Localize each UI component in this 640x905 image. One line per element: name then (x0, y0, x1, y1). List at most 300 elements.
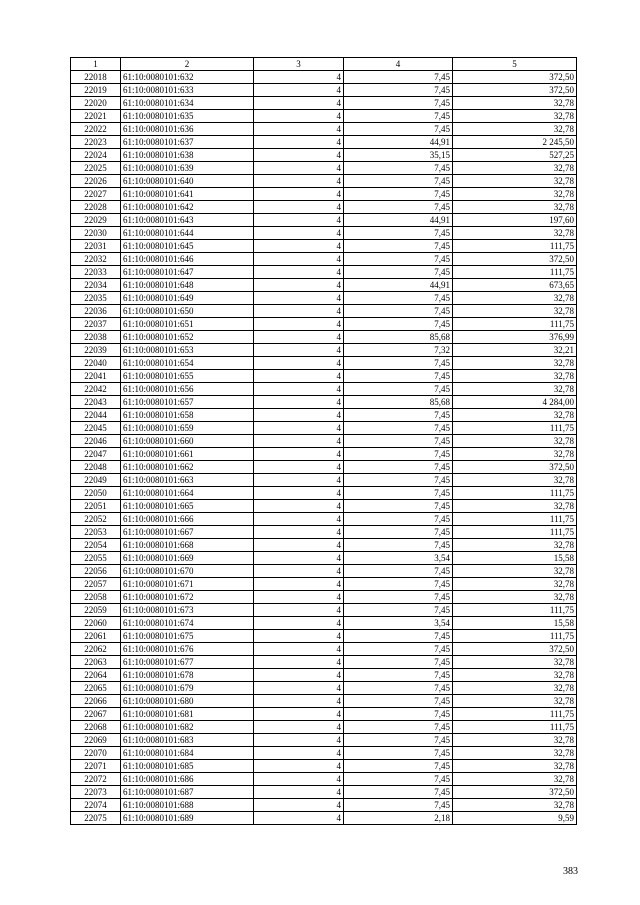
column-5-cell: 111,75 (453, 630, 577, 643)
column-5-cell: 372,50 (453, 461, 577, 474)
row-number-cell: 22051 (71, 500, 121, 513)
cadastral-number-cell: 61:10:0080101:687 (121, 786, 254, 799)
column-4-cell: 7,45 (344, 747, 453, 760)
row-number-cell: 22068 (71, 721, 121, 734)
column-4-cell: 7,45 (344, 448, 453, 461)
cadastral-number-cell: 61:10:0080101:655 (121, 370, 254, 383)
row-number-cell: 22063 (71, 656, 121, 669)
column-4-cell: 7,45 (344, 318, 453, 331)
column-3-cell: 4 (254, 227, 344, 240)
column-4-cell: 7,45 (344, 357, 453, 370)
column-3-cell: 4 (254, 487, 344, 500)
column-3-cell: 4 (254, 266, 344, 279)
row-number-cell: 22053 (71, 526, 121, 539)
table-row (71, 318, 577, 331)
column-3-cell: 4 (254, 474, 344, 487)
row-number-cell: 22049 (71, 474, 121, 487)
column-5-cell: 32,78 (453, 656, 577, 669)
table-row (71, 383, 577, 396)
column-3-cell: 4 (254, 97, 344, 110)
column-5-cell: 673,65 (453, 279, 577, 292)
column-3-cell: 4 (254, 448, 344, 461)
column-4-cell: 7,45 (344, 682, 453, 695)
column-3-cell: 4 (254, 604, 344, 617)
table-row (71, 565, 577, 578)
table-row (71, 695, 577, 708)
row-number-cell: 22024 (71, 149, 121, 162)
column-4-cell: 7,45 (344, 227, 453, 240)
column-4-cell: 7,45 (344, 513, 453, 526)
cadastral-number-cell: 61:10:0080101:640 (121, 175, 254, 188)
row-number-cell: 22033 (71, 266, 121, 279)
column-4-cell: 7,45 (344, 474, 453, 487)
column-4-cell: 7,32 (344, 344, 453, 357)
cadastral-number-cell: 61:10:0080101:648 (121, 279, 254, 292)
column-5-cell: 111,75 (453, 318, 577, 331)
column-4-cell: 7,45 (344, 526, 453, 539)
table-row (71, 591, 577, 604)
column-5-cell: 32,78 (453, 474, 577, 487)
column-5-cell: 32,78 (453, 97, 577, 110)
table-row (71, 539, 577, 552)
table-row (71, 630, 577, 643)
column-header-1: 1 (71, 58, 121, 71)
column-3-cell: 4 (254, 240, 344, 253)
column-3-cell: 4 (254, 292, 344, 305)
column-5-cell: 372,50 (453, 84, 577, 97)
column-4-cell: 7,45 (344, 630, 453, 643)
cadastral-number-cell: 61:10:0080101:644 (121, 227, 254, 240)
column-3-cell: 4 (254, 396, 344, 409)
cadastral-number-cell: 61:10:0080101:658 (121, 409, 254, 422)
column-5-cell: 32,78 (453, 292, 577, 305)
column-5-cell: 527,25 (453, 149, 577, 162)
column-4-cell: 7,45 (344, 591, 453, 604)
table-row (71, 214, 577, 227)
row-number-cell: 22020 (71, 97, 121, 110)
row-number-cell: 22037 (71, 318, 121, 331)
column-3-cell: 4 (254, 565, 344, 578)
table-row (71, 71, 577, 84)
column-5-cell: 4 284,00 (453, 396, 577, 409)
row-number-cell: 22070 (71, 747, 121, 760)
header-row (71, 58, 577, 71)
table-row (71, 708, 577, 721)
column-3-cell: 4 (254, 422, 344, 435)
row-number-cell: 22048 (71, 461, 121, 474)
cadastral-number-cell: 61:10:0080101:681 (121, 708, 254, 721)
column-5-cell: 111,75 (453, 487, 577, 500)
table-row (71, 578, 577, 591)
column-5-cell: 32,78 (453, 188, 577, 201)
column-5-cell: 32,78 (453, 175, 577, 188)
column-5-cell: 111,75 (453, 513, 577, 526)
column-5-cell: 9,59 (453, 812, 577, 825)
column-5-cell: 32,78 (453, 162, 577, 175)
table-row (71, 97, 577, 110)
column-3-cell: 4 (254, 812, 344, 825)
row-number-cell: 22065 (71, 682, 121, 695)
column-4-cell: 7,45 (344, 292, 453, 305)
row-number-cell: 22039 (71, 344, 121, 357)
cadastral-number-cell: 61:10:0080101:671 (121, 578, 254, 591)
column-3-cell: 4 (254, 123, 344, 136)
page-number: 383 (563, 866, 578, 877)
cadastral-number-cell: 61:10:0080101:683 (121, 734, 254, 747)
column-4-cell: 7,45 (344, 695, 453, 708)
row-number-cell: 22045 (71, 422, 121, 435)
cadastral-number-cell: 61:10:0080101:645 (121, 240, 254, 253)
cadastral-number-cell: 61:10:0080101:659 (121, 422, 254, 435)
cadastral-number-cell: 61:10:0080101:647 (121, 266, 254, 279)
column-5-cell: 111,75 (453, 526, 577, 539)
column-3-cell: 4 (254, 461, 344, 474)
cadastral-number-cell: 61:10:0080101:669 (121, 552, 254, 565)
cadastral-number-cell: 61:10:0080101:673 (121, 604, 254, 617)
row-number-cell: 22075 (71, 812, 121, 825)
row-number-cell: 22069 (71, 734, 121, 747)
column-4-cell: 7,45 (344, 110, 453, 123)
cadastral-number-cell: 61:10:0080101:651 (121, 318, 254, 331)
row-number-cell: 22060 (71, 617, 121, 630)
row-number-cell: 22019 (71, 84, 121, 97)
column-3-cell: 4 (254, 799, 344, 812)
row-number-cell: 22064 (71, 669, 121, 682)
column-header-4: 4 (344, 58, 453, 71)
cadastral-number-cell: 61:10:0080101:635 (121, 110, 254, 123)
table-row (71, 812, 577, 825)
cadastral-number-cell: 61:10:0080101:663 (121, 474, 254, 487)
row-number-cell: 22062 (71, 643, 121, 656)
cadastral-number-cell: 61:10:0080101:668 (121, 539, 254, 552)
column-5-cell: 32,78 (453, 370, 577, 383)
table-row (71, 292, 577, 305)
table-row (71, 136, 577, 149)
column-4-cell: 7,45 (344, 721, 453, 734)
cadastral-number-cell: 61:10:0080101:667 (121, 526, 254, 539)
table-row (71, 188, 577, 201)
column-5-cell: 32,78 (453, 110, 577, 123)
column-4-cell: 7,45 (344, 734, 453, 747)
cadastral-number-cell: 61:10:0080101:657 (121, 396, 254, 409)
table-row (71, 409, 577, 422)
column-3-cell: 4 (254, 552, 344, 565)
table-row (71, 682, 577, 695)
column-3-cell: 4 (254, 435, 344, 448)
column-5-cell: 32,78 (453, 305, 577, 318)
table-row (71, 279, 577, 292)
cadastral-number-cell: 61:10:0080101:676 (121, 643, 254, 656)
row-number-cell: 22061 (71, 630, 121, 643)
column-3-cell: 4 (254, 526, 344, 539)
column-4-cell: 44,91 (344, 214, 453, 227)
table-row (71, 734, 577, 747)
row-number-cell: 22046 (71, 435, 121, 448)
cadastral-number-cell: 61:10:0080101:686 (121, 773, 254, 786)
table-row (71, 604, 577, 617)
row-number-cell: 22038 (71, 331, 121, 344)
table-row (71, 84, 577, 97)
column-3-cell: 4 (254, 344, 344, 357)
row-number-cell: 22027 (71, 188, 121, 201)
column-5-cell: 372,50 (453, 643, 577, 656)
column-4-cell: 7,45 (344, 578, 453, 591)
cadastral-number-cell: 61:10:0080101:688 (121, 799, 254, 812)
column-3-cell: 4 (254, 617, 344, 630)
column-3-cell: 4 (254, 279, 344, 292)
column-4-cell: 7,45 (344, 123, 453, 136)
row-number-cell: 22018 (71, 71, 121, 84)
column-5-cell: 111,75 (453, 422, 577, 435)
column-3-cell: 4 (254, 539, 344, 552)
table-row (71, 656, 577, 669)
column-4-cell: 35,15 (344, 149, 453, 162)
column-4-cell: 7,45 (344, 656, 453, 669)
column-5-cell: 372,50 (453, 786, 577, 799)
row-number-cell: 22029 (71, 214, 121, 227)
cadastral-number-cell: 61:10:0080101:652 (121, 331, 254, 344)
column-5-cell: 32,78 (453, 799, 577, 812)
table-row (71, 643, 577, 656)
row-number-cell: 22054 (71, 539, 121, 552)
cadastral-number-cell: 61:10:0080101:638 (121, 149, 254, 162)
column-header-2: 2 (121, 58, 254, 71)
table-row (71, 227, 577, 240)
column-3-cell: 4 (254, 695, 344, 708)
table-row (71, 500, 577, 513)
column-5-cell: 111,75 (453, 721, 577, 734)
row-number-cell: 22030 (71, 227, 121, 240)
table-row (71, 396, 577, 409)
cadastral-number-cell: 61:10:0080101:660 (121, 435, 254, 448)
column-4-cell: 85,68 (344, 396, 453, 409)
cadastral-number-cell: 61:10:0080101:650 (121, 305, 254, 318)
column-4-cell: 7,45 (344, 188, 453, 201)
table-row (71, 760, 577, 773)
row-number-cell: 22056 (71, 565, 121, 578)
column-5-cell: 32,78 (453, 383, 577, 396)
column-5-cell: 32,78 (453, 409, 577, 422)
table-row (71, 552, 577, 565)
cadastral-number-cell: 61:10:0080101:653 (121, 344, 254, 357)
table-row (71, 240, 577, 253)
table-row (71, 617, 577, 630)
table-row (71, 201, 577, 214)
row-number-cell: 22028 (71, 201, 121, 214)
column-3-cell: 4 (254, 656, 344, 669)
cadastral-number-cell: 61:10:0080101:636 (121, 123, 254, 136)
cadastral-number-cell: 61:10:0080101:633 (121, 84, 254, 97)
column-4-cell: 7,45 (344, 435, 453, 448)
column-3-cell: 4 (254, 409, 344, 422)
column-5-cell: 32,78 (453, 747, 577, 760)
column-5-cell: 32,78 (453, 760, 577, 773)
row-number-cell: 22026 (71, 175, 121, 188)
column-5-cell: 32,78 (453, 734, 577, 747)
column-3-cell: 4 (254, 253, 344, 266)
row-number-cell: 22057 (71, 578, 121, 591)
row-number-cell: 22050 (71, 487, 121, 500)
column-4-cell: 7,45 (344, 84, 453, 97)
row-number-cell: 22031 (71, 240, 121, 253)
table-row (71, 474, 577, 487)
column-4-cell: 7,45 (344, 266, 453, 279)
row-number-cell: 22066 (71, 695, 121, 708)
row-number-cell: 22032 (71, 253, 121, 266)
table-row (71, 370, 577, 383)
column-3-cell: 4 (254, 188, 344, 201)
column-3-cell: 4 (254, 708, 344, 721)
column-4-cell: 7,45 (344, 240, 453, 253)
column-3-cell: 4 (254, 786, 344, 799)
row-number-cell: 22044 (71, 409, 121, 422)
cadastral-number-cell: 61:10:0080101:641 (121, 188, 254, 201)
column-3-cell: 4 (254, 175, 344, 188)
table-row (71, 162, 577, 175)
row-number-cell: 22021 (71, 110, 121, 123)
column-3-cell: 4 (254, 84, 344, 97)
column-4-cell: 7,45 (344, 539, 453, 552)
column-5-cell: 32,78 (453, 448, 577, 461)
column-3-cell: 4 (254, 331, 344, 344)
column-5-cell: 32,78 (453, 201, 577, 214)
row-number-cell: 22035 (71, 292, 121, 305)
cadastral-number-cell: 61:10:0080101:684 (121, 747, 254, 760)
column-3-cell: 4 (254, 760, 344, 773)
row-number-cell: 22055 (71, 552, 121, 565)
cadastral-number-cell: 61:10:0080101:689 (121, 812, 254, 825)
column-3-cell: 4 (254, 370, 344, 383)
cadastral-number-cell: 61:10:0080101:642 (121, 201, 254, 214)
row-number-cell: 22023 (71, 136, 121, 149)
cadastral-number-cell: 61:10:0080101:634 (121, 97, 254, 110)
column-4-cell: 44,91 (344, 136, 453, 149)
table-row (71, 747, 577, 760)
table-body (71, 71, 577, 825)
column-5-cell: 32,78 (453, 578, 577, 591)
row-number-cell: 22071 (71, 760, 121, 773)
row-number-cell: 22034 (71, 279, 121, 292)
table-row (71, 357, 577, 370)
table-row (71, 253, 577, 266)
row-number-cell: 22041 (71, 370, 121, 383)
cadastral-number-cell: 61:10:0080101:664 (121, 487, 254, 500)
cadastral-number-cell: 61:10:0080101:646 (121, 253, 254, 266)
column-5-cell: 15,58 (453, 617, 577, 630)
column-4-cell: 7,45 (344, 383, 453, 396)
column-4-cell: 7,45 (344, 175, 453, 188)
table-row (71, 344, 577, 357)
column-3-cell: 4 (254, 357, 344, 370)
column-4-cell: 7,45 (344, 604, 453, 617)
table-row (71, 175, 577, 188)
table-row (71, 305, 577, 318)
table-row (71, 721, 577, 734)
cadastral-number-cell: 61:10:0080101:666 (121, 513, 254, 526)
cadastral-number-cell: 61:10:0080101:679 (121, 682, 254, 695)
cadastral-number-cell: 61:10:0080101:670 (121, 565, 254, 578)
cadastral-table (70, 57, 577, 825)
column-3-cell: 4 (254, 110, 344, 123)
column-5-cell: 111,75 (453, 266, 577, 279)
table-row (71, 487, 577, 500)
cadastral-number-cell: 61:10:0080101:662 (121, 461, 254, 474)
column-4-cell: 7,45 (344, 422, 453, 435)
cadastral-number-cell: 61:10:0080101:665 (121, 500, 254, 513)
column-5-cell: 32,78 (453, 591, 577, 604)
column-3-cell: 4 (254, 669, 344, 682)
column-4-cell: 7,45 (344, 773, 453, 786)
column-3-cell: 4 (254, 201, 344, 214)
column-3-cell: 4 (254, 214, 344, 227)
table-row (71, 669, 577, 682)
column-3-cell: 4 (254, 591, 344, 604)
column-4-cell: 7,45 (344, 253, 453, 266)
column-4-cell: 7,45 (344, 643, 453, 656)
column-5-cell: 111,75 (453, 240, 577, 253)
table-row (71, 448, 577, 461)
row-number-cell: 22052 (71, 513, 121, 526)
column-3-cell: 4 (254, 71, 344, 84)
column-3-cell: 4 (254, 747, 344, 760)
row-number-cell: 22074 (71, 799, 121, 812)
column-3-cell: 4 (254, 149, 344, 162)
column-4-cell: 7,45 (344, 760, 453, 773)
column-4-cell: 2,18 (344, 812, 453, 825)
column-4-cell: 3,54 (344, 552, 453, 565)
column-3-cell: 4 (254, 721, 344, 734)
column-4-cell: 7,45 (344, 708, 453, 721)
column-3-cell: 4 (254, 305, 344, 318)
column-4-cell: 7,45 (344, 409, 453, 422)
column-3-cell: 4 (254, 318, 344, 331)
column-5-cell: 2 245,50 (453, 136, 577, 149)
table-row (71, 266, 577, 279)
cadastral-number-cell: 61:10:0080101:682 (121, 721, 254, 734)
column-4-cell: 7,45 (344, 201, 453, 214)
row-number-cell: 22040 (71, 357, 121, 370)
column-5-cell: 111,75 (453, 604, 577, 617)
column-4-cell: 7,45 (344, 669, 453, 682)
column-header-5: 5 (453, 58, 577, 71)
row-number-cell: 22022 (71, 123, 121, 136)
cadastral-number-cell: 61:10:0080101:649 (121, 292, 254, 305)
column-3-cell: 4 (254, 578, 344, 591)
column-4-cell: 85,68 (344, 331, 453, 344)
row-number-cell: 22043 (71, 396, 121, 409)
column-5-cell: 32,21 (453, 344, 577, 357)
cadastral-number-cell: 61:10:0080101:675 (121, 630, 254, 643)
table-row (71, 461, 577, 474)
column-header-3: 3 (254, 58, 344, 71)
column-4-cell: 7,45 (344, 97, 453, 110)
column-5-cell: 32,78 (453, 500, 577, 513)
row-number-cell: 22025 (71, 162, 121, 175)
column-4-cell: 7,45 (344, 799, 453, 812)
row-number-cell: 22058 (71, 591, 121, 604)
column-4-cell: 44,91 (344, 279, 453, 292)
cadastral-number-cell: 61:10:0080101:680 (121, 695, 254, 708)
column-5-cell: 32,78 (453, 695, 577, 708)
table-row (71, 435, 577, 448)
table-row (71, 526, 577, 539)
column-5-cell: 376,99 (453, 331, 577, 344)
table-row (71, 123, 577, 136)
column-3-cell: 4 (254, 643, 344, 656)
column-4-cell: 7,45 (344, 162, 453, 175)
cadastral-number-cell: 61:10:0080101:678 (121, 669, 254, 682)
column-4-cell: 7,45 (344, 565, 453, 578)
